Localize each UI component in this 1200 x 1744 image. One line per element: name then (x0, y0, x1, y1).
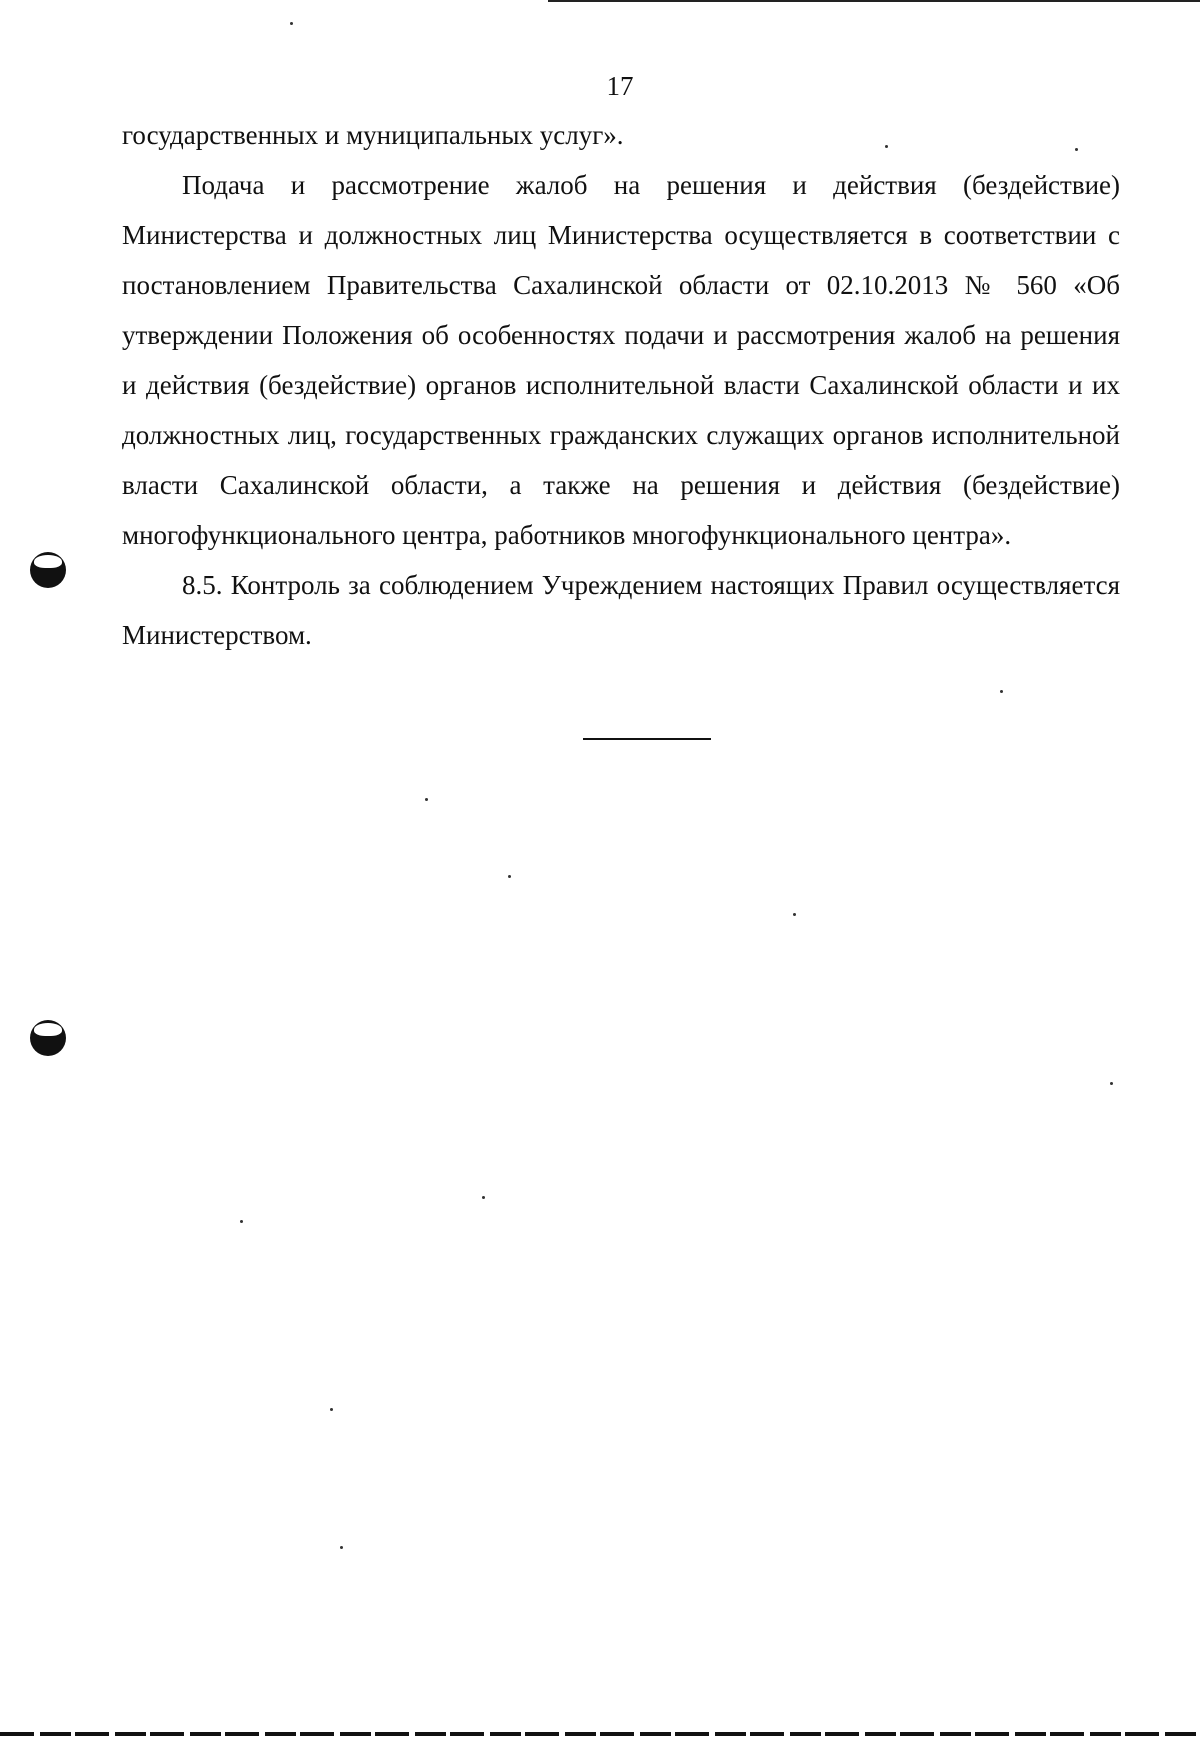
scan-speck (340, 1546, 343, 1549)
punch-hole-top (30, 552, 66, 588)
scan-speck (482, 1196, 485, 1199)
page-number: 17 (606, 71, 634, 101)
scan-speck (885, 145, 888, 148)
document-body (122, 110, 1120, 660)
paragraph-continuation: государственных и муниципальных услуг». (122, 120, 624, 150)
scan-speck (425, 798, 428, 801)
scan-edge-bottom (0, 1732, 1200, 1736)
paragraph-complaints: Подача и рассмотрение жалоб на решения и действия (бездействие) Министерства и должностных лиц Министерства осуществляется в соответствии с постановлением Правительства Сахалинской области от 02.10.2013 № 560 «Об утверждении Положения об особенностях подачи и рассмотрения жалоб на решения и действия (бездействие) органов исполнительной власти Сахалинской области и их должностных лиц, государственных гражданских служащих органов исполнительной власти Сахалинской области, а также на решения и действия (бездействие) многофункционального центра, работников многофункционального центра». (122, 170, 1120, 550)
end-of-text-rule (583, 738, 711, 740)
scan-speck (290, 22, 293, 25)
scan-speck (330, 1408, 333, 1411)
scan-speck (1000, 690, 1003, 693)
scan-speck (1110, 1082, 1113, 1085)
punch-hole-bottom (30, 1020, 66, 1056)
scan-speck (508, 875, 511, 878)
paragraph-8-5: 8.5. Контроль за соблюдением Учреждением настоящих Правил осуществляется Министерством. (122, 570, 1120, 650)
scan-speck (1075, 148, 1078, 151)
scan-speck (793, 913, 796, 916)
scan-edge-top (548, 0, 1200, 2)
scan-speck (240, 1220, 243, 1223)
